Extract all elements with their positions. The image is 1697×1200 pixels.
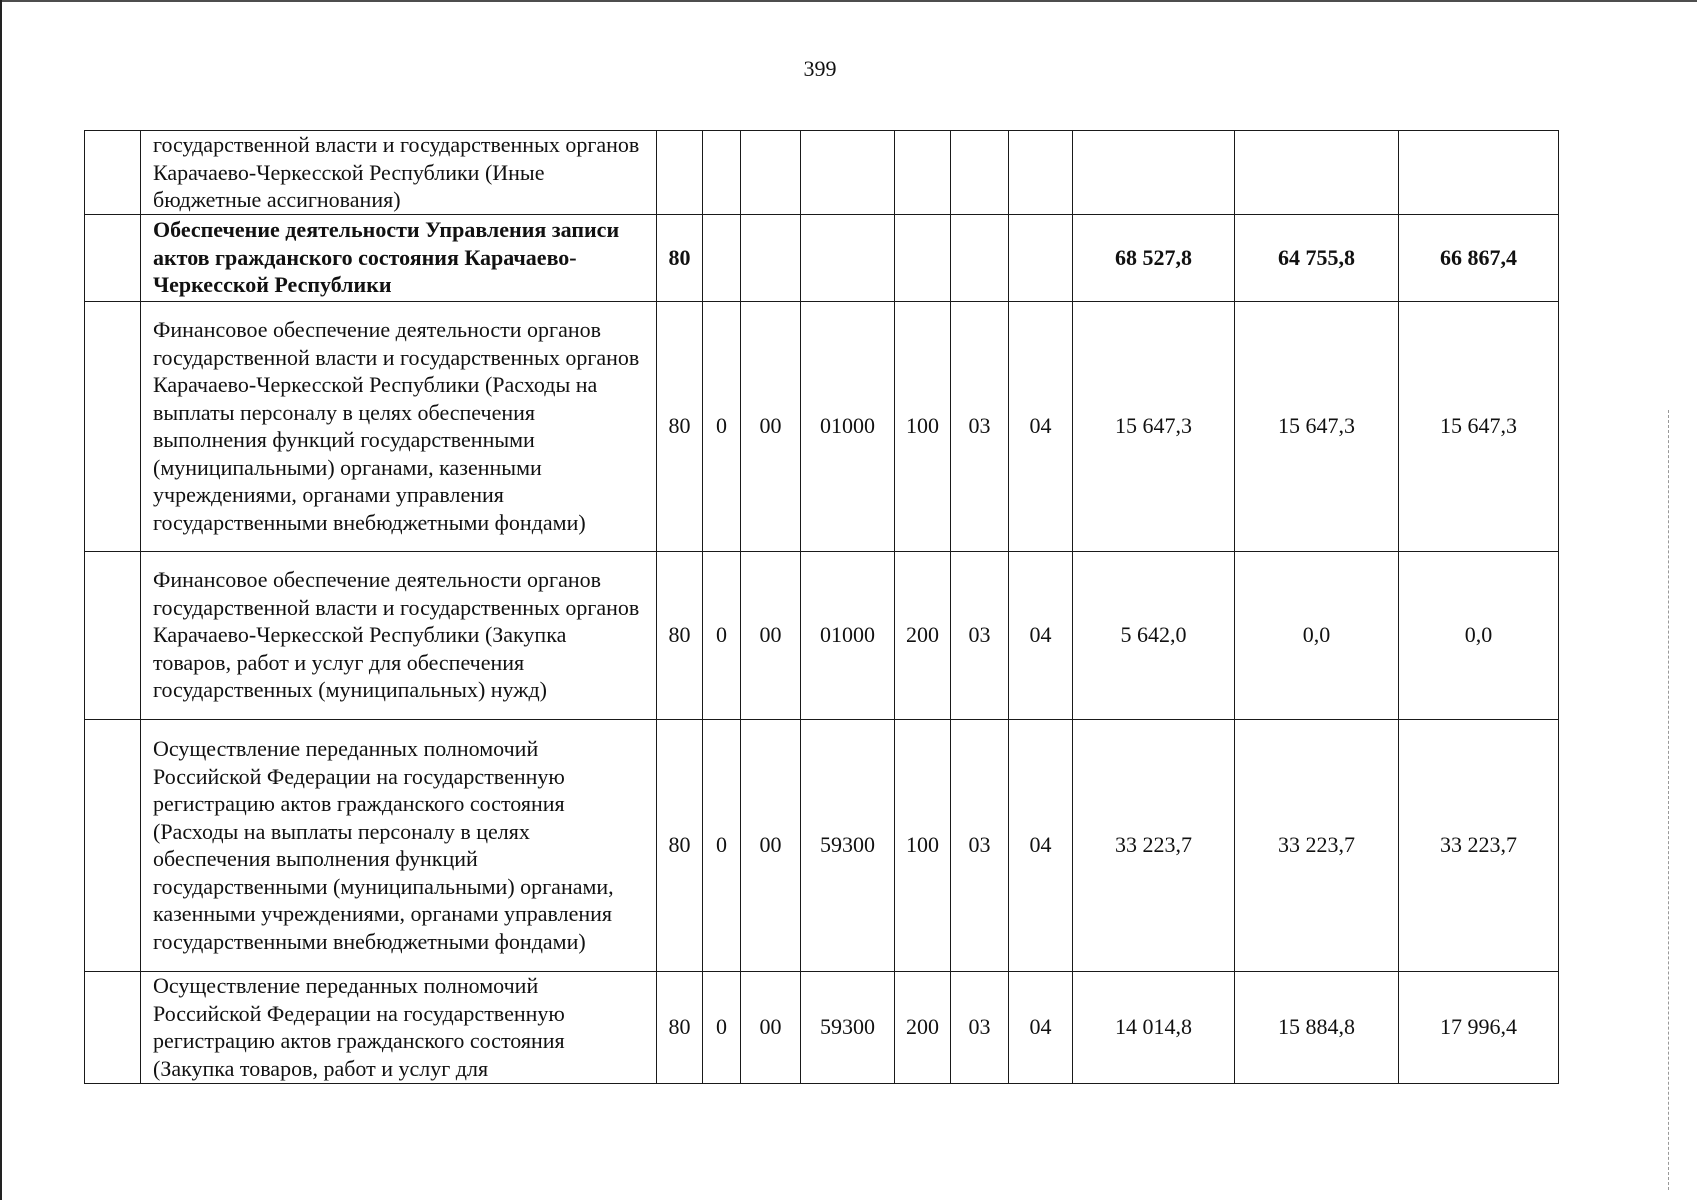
scan-edge-top (0, 0, 1697, 5)
amount-cell: 66 867,4 (1399, 214, 1559, 301)
code-cell: 03 (951, 551, 1009, 719)
code-cell (1009, 131, 1073, 215)
code-cell: 04 (1009, 551, 1073, 719)
code-cell: 0 (703, 971, 741, 1083)
amount-cell (1235, 131, 1399, 215)
code-cell: 100 (895, 301, 951, 551)
code-cell: 0 (703, 301, 741, 551)
table-row (85, 301, 1559, 551)
table-row (85, 971, 1559, 1083)
code-cell: 80 (657, 301, 703, 551)
code-cell: 03 (951, 301, 1009, 551)
index-cell (85, 214, 141, 301)
budget-table (84, 130, 1559, 1084)
code-cell (657, 131, 703, 215)
description-cell: Осуществление переданных полномочий Российской Федерации на государственную регистрацию актов гражданского состояния (Расходы на выплаты персоналу в целях обеспечения выполнения функций государственными (муниципальными) органами, казенными учреждениями, органами управления государственными внебюджетными фондами) (141, 719, 657, 971)
amount-cell (1399, 131, 1559, 215)
code-cell: 80 (657, 214, 703, 301)
description-cell: Финансовое обеспечение деятельности органов государственной власти и государственных органов Карачаево-Черкесской Республики (Закупка товаров, работ и услуг для обеспечения государственных (муниципальных) нужд) (141, 551, 657, 719)
description-cell: Финансовое обеспечение деятельности органов государственной власти и государственных органов Карачаево-Черкесской Республики (Расходы на выплаты персоналу в целях обеспечения выполнения функций государственными (муниципальными) органами, казенными учреждениями, органами управления государственными внебюджетными фондами) (141, 301, 657, 551)
index-cell (85, 131, 141, 215)
index-cell (85, 971, 141, 1083)
code-cell (895, 131, 951, 215)
table-row (85, 131, 1559, 215)
code-cell: 03 (951, 719, 1009, 971)
code-cell: 200 (895, 971, 951, 1083)
amount-cell: 0,0 (1235, 551, 1399, 719)
amount-cell: 14 014,8 (1073, 971, 1235, 1083)
table-row (85, 214, 1559, 301)
scan-edge-left (0, 0, 5, 1200)
code-cell: 03 (951, 971, 1009, 1083)
amount-cell: 15 647,3 (1073, 301, 1235, 551)
page-number: 399 (803, 56, 837, 81)
amount-cell: 15 647,3 (1399, 301, 1559, 551)
code-cell: 100 (895, 719, 951, 971)
table-row (85, 551, 1559, 719)
amount-cell: 15 647,3 (1235, 301, 1399, 551)
amount-cell (1073, 131, 1235, 215)
code-cell: 80 (657, 971, 703, 1083)
code-cell: 200 (895, 551, 951, 719)
code-cell: 59300 (801, 971, 895, 1083)
code-cell (703, 214, 741, 301)
amount-cell: 17 996,4 (1399, 971, 1559, 1083)
amount-cell: 5 642,0 (1073, 551, 1235, 719)
code-cell (703, 131, 741, 215)
code-cell: 80 (657, 719, 703, 971)
code-cell: 04 (1009, 301, 1073, 551)
code-cell: 0 (703, 551, 741, 719)
code-cell: 01000 (801, 301, 895, 551)
amount-cell: 64 755,8 (1235, 214, 1399, 301)
table-row (85, 719, 1559, 971)
code-cell (801, 131, 895, 215)
code-cell: 04 (1009, 719, 1073, 971)
code-cell: 00 (741, 301, 801, 551)
scan-edge-right (1666, 410, 1669, 1190)
amount-cell: 33 223,7 (1399, 719, 1559, 971)
code-cell (1009, 214, 1073, 301)
code-cell: 00 (741, 551, 801, 719)
amount-cell: 68 527,8 (1073, 214, 1235, 301)
index-cell (85, 719, 141, 971)
code-cell: 0 (703, 719, 741, 971)
amount-cell: 33 223,7 (1073, 719, 1235, 971)
code-cell: 04 (1009, 971, 1073, 1083)
description-cell: Осуществление переданных полномочий Российской Федерации на государственную регистрацию актов гражданского состояния (Закупка товаров, работ и услуг для (141, 971, 657, 1083)
code-cell: 01000 (801, 551, 895, 719)
amount-cell: 15 884,8 (1235, 971, 1399, 1083)
description-cell: Обеспечение деятельности Управления записи актов гражданского состояния Карачаево-Черкесской Республики (141, 214, 657, 301)
code-cell (801, 214, 895, 301)
code-cell: 80 (657, 551, 703, 719)
amount-cell: 0,0 (1399, 551, 1559, 719)
description-cell: государственной власти и государственных органов Карачаево-Черкесской Республики (Иные бюджетные ассигнования) (141, 131, 657, 215)
index-cell (85, 301, 141, 551)
index-cell (85, 551, 141, 719)
code-cell (951, 214, 1009, 301)
code-cell: 59300 (801, 719, 895, 971)
code-cell: 00 (741, 719, 801, 971)
amount-cell: 33 223,7 (1235, 719, 1399, 971)
code-cell (895, 214, 951, 301)
code-cell (741, 131, 801, 215)
code-cell: 00 (741, 971, 801, 1083)
code-cell (951, 131, 1009, 215)
code-cell (741, 214, 801, 301)
